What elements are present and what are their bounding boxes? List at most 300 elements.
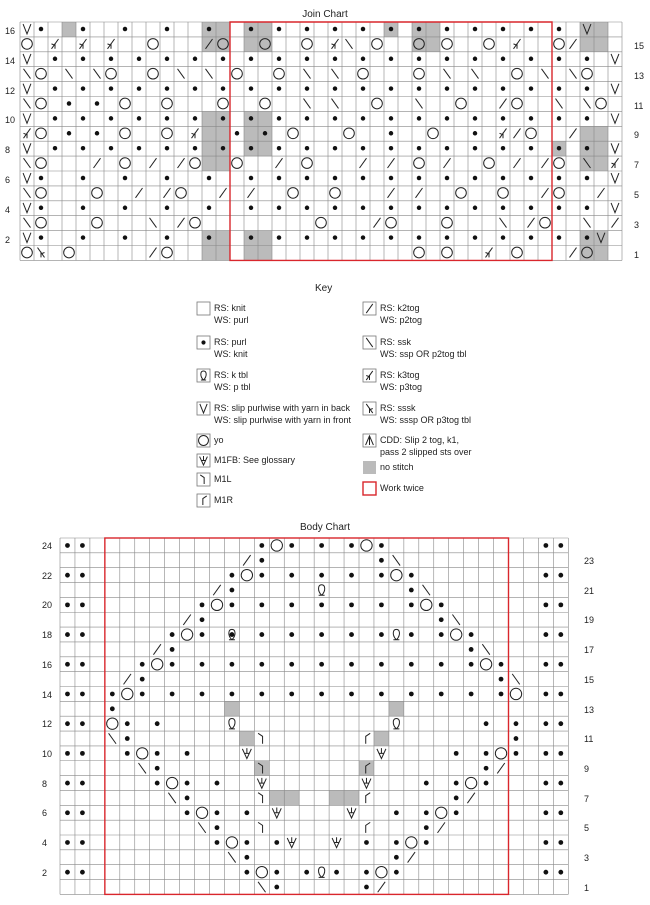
purl-dot-icon	[123, 176, 127, 180]
yo-circle-icon	[465, 777, 476, 788]
m1fb-icon	[377, 748, 386, 758]
k2tog-icon	[220, 188, 227, 198]
yo-circle-icon	[120, 158, 131, 169]
purl-dot-icon	[389, 176, 393, 180]
yo-circle-icon	[358, 68, 369, 79]
yo-circle-icon	[162, 98, 173, 109]
purl-dot-icon	[305, 235, 309, 239]
purl-dot-icon	[200, 692, 205, 697]
yo-circle-icon	[302, 39, 313, 50]
purl-dot-icon	[277, 86, 281, 90]
purl-dot-icon	[170, 662, 175, 667]
purl-dot-icon	[364, 840, 369, 845]
k2tog-icon	[570, 39, 577, 49]
purl-dot-icon	[473, 146, 477, 150]
k2tog-icon	[94, 158, 101, 168]
slip-v-icon	[611, 54, 619, 64]
m1fb-icon	[332, 837, 341, 847]
body-row-number: 9	[584, 763, 590, 774]
k3tog-icon	[24, 128, 31, 138]
k2tog-icon	[360, 158, 367, 168]
purl-dot-icon	[155, 766, 160, 771]
purl-dot-icon	[529, 57, 533, 61]
purl-dot-icon	[361, 116, 365, 120]
ssk-icon	[228, 852, 235, 862]
k2tog-icon	[213, 585, 220, 595]
purl-dot-icon	[65, 692, 70, 697]
purl-dot-icon	[473, 116, 477, 120]
purl-dot-icon	[445, 176, 449, 180]
yo-circle-icon	[22, 39, 33, 50]
body-row-number: 7	[584, 793, 590, 804]
key-label: RS: k3tog WS: p3tog	[380, 370, 423, 392]
purl-dot-icon	[185, 781, 190, 786]
purl-dot-icon	[80, 781, 85, 786]
yo-circle-icon	[162, 128, 173, 139]
m1fb-icon	[347, 808, 356, 818]
no-stitch-cell	[254, 761, 269, 776]
yo-circle-icon	[232, 158, 243, 169]
purl-dot-icon	[249, 235, 253, 239]
yo-circle-icon	[456, 98, 467, 109]
body-row-number: 5	[584, 823, 590, 834]
ssk-icon	[570, 69, 577, 79]
purl-dot-icon	[454, 781, 459, 786]
purl-dot-icon	[80, 632, 85, 637]
ssk-icon	[206, 69, 213, 79]
purl-dot-icon	[529, 176, 533, 180]
no-stitch-cell	[359, 761, 374, 776]
k2tog-icon	[408, 852, 415, 862]
yo-circle-icon	[196, 807, 207, 818]
purl-dot-icon	[140, 677, 145, 682]
no-stitch-cell	[284, 790, 299, 805]
purl-dot-icon	[473, 235, 477, 239]
purl-dot-icon	[439, 662, 444, 667]
purl-dot-icon	[165, 86, 169, 90]
body-row-number: 4	[42, 838, 48, 848]
purl-dot-icon	[454, 810, 459, 815]
no-stitch-cell	[224, 701, 239, 716]
purl-dot-icon	[249, 146, 253, 150]
purl-dot-icon	[349, 543, 354, 548]
body-row-number: 20	[42, 600, 53, 611]
purl-dot-icon	[361, 235, 365, 239]
purl-dot-icon	[529, 116, 533, 120]
ssk-icon	[24, 188, 31, 198]
purl-dot-icon	[305, 116, 309, 120]
purl-dot-icon	[289, 543, 294, 548]
ssk-icon	[512, 674, 519, 684]
k2tog-icon	[150, 248, 157, 258]
m1l-icon	[258, 733, 262, 743]
join-row-number: 16	[5, 26, 16, 36]
yo-circle-icon	[330, 188, 341, 199]
purl-dot-icon	[558, 721, 563, 726]
ssk-icon	[150, 218, 157, 228]
key-swatch	[197, 473, 210, 486]
purl-dot-icon	[207, 27, 211, 31]
purl-dot-icon	[424, 825, 429, 830]
purl-dot-icon	[230, 692, 235, 697]
purl-dot-icon	[585, 116, 589, 120]
yo-circle-icon	[554, 188, 565, 199]
join-row-number: 13	[634, 70, 645, 81]
purl-dot-icon	[417, 176, 421, 180]
purl-dot-icon	[200, 617, 205, 622]
body-row-number: 2	[42, 867, 48, 878]
purl-dot-icon	[389, 131, 393, 135]
yo-circle-icon	[226, 837, 237, 848]
ssk-icon	[138, 763, 145, 773]
purl-dot-icon	[454, 796, 459, 801]
purl-dot-icon	[39, 27, 43, 31]
purl-dot-icon	[319, 632, 324, 637]
yo-circle-icon	[414, 68, 425, 79]
purl-dot-icon	[409, 573, 414, 578]
body-row-number: 23	[584, 556, 595, 566]
purl-dot-icon	[499, 662, 504, 667]
yo-circle-icon	[510, 688, 521, 699]
ssk-icon	[472, 69, 479, 79]
k2tog-icon	[598, 188, 605, 198]
m1r-icon	[366, 793, 370, 803]
purl-dot-icon	[543, 573, 548, 578]
purl-dot-icon	[529, 27, 533, 31]
purl-dot-icon	[349, 573, 354, 578]
k3tog-icon	[514, 39, 521, 49]
key-swatch	[197, 494, 210, 507]
purl-dot-icon	[501, 57, 505, 61]
yo-circle-icon	[414, 247, 425, 258]
purl-dot-icon	[155, 721, 160, 726]
yo-circle-icon	[484, 39, 495, 50]
purl-dot-icon	[585, 146, 589, 150]
ssk-icon	[393, 555, 400, 565]
purl-dot-icon	[484, 766, 489, 771]
purl-dot-icon	[289, 602, 294, 607]
purl-dot-icon	[80, 692, 85, 697]
purl-dot-icon	[277, 146, 281, 150]
yo-circle-icon	[512, 98, 523, 109]
purl-dot-icon	[39, 176, 43, 180]
k-tbl-icon	[229, 718, 235, 728]
join-row-number: 12	[5, 85, 16, 96]
purl-dot-icon	[473, 27, 477, 31]
yo-circle-icon	[316, 217, 327, 228]
body-row-number: 11	[584, 734, 594, 745]
purl-dot-icon	[319, 692, 324, 697]
key-label: RS: k2tog WS: p2tog	[380, 303, 423, 325]
purl-dot-icon	[81, 116, 85, 120]
purl-dot-icon	[207, 206, 211, 210]
slip-v-icon	[23, 143, 31, 153]
yo-circle-icon	[166, 777, 177, 788]
purl-dot-icon	[259, 558, 264, 563]
purl-dot-icon	[65, 602, 70, 607]
m1fb-icon	[362, 778, 371, 788]
ssk-icon	[24, 99, 31, 109]
sssk-icon	[38, 248, 45, 258]
ssk-icon	[346, 39, 353, 49]
no-stitch-cell	[374, 731, 389, 746]
yo-circle-icon	[151, 659, 162, 670]
purl-dot-icon	[484, 751, 489, 756]
key-label: RS: knit WS: purl	[214, 303, 249, 325]
purl-dot-icon	[259, 573, 264, 578]
purl-dot-icon	[409, 692, 414, 697]
purl-dot-icon	[417, 206, 421, 210]
purl-dot-icon	[557, 206, 561, 210]
purl-dot-icon	[165, 176, 169, 180]
purl-dot-icon	[277, 116, 281, 120]
key-label: RS: ssk WS: ssp OR p2tog tbl	[380, 337, 467, 359]
purl-dot-icon	[140, 662, 145, 667]
slip-v-icon	[23, 54, 31, 64]
purl-dot-icon	[501, 27, 505, 31]
key-label: Work twice	[380, 483, 424, 493]
purl-dot-icon	[379, 573, 384, 578]
purl-dot-icon	[417, 235, 421, 239]
purl-dot-icon	[170, 692, 175, 697]
purl-dot-icon	[469, 632, 474, 637]
purl-dot-icon	[501, 116, 505, 120]
purl-dot-icon	[389, 146, 393, 150]
key-label: CDD: Slip 2 tog, k1, pass 2 slipped sts over	[380, 435, 472, 457]
purl-dot-icon	[67, 131, 71, 135]
purl-dot-icon	[543, 751, 548, 756]
yo-circle-icon	[148, 39, 159, 50]
purl-dot-icon	[409, 662, 414, 667]
purl-dot-icon	[109, 146, 113, 150]
purl-dot-icon	[65, 751, 70, 756]
purl-dot-icon	[165, 146, 169, 150]
purl-dot-icon	[193, 116, 197, 120]
purl-dot-icon	[123, 206, 127, 210]
ssk-icon	[444, 69, 451, 79]
purl-dot-icon	[244, 810, 249, 815]
purl-dot-icon	[529, 206, 533, 210]
purl-dot-icon	[558, 602, 563, 607]
purl-dot-icon	[259, 692, 264, 697]
purl-dot-icon	[110, 706, 115, 711]
k2tog-icon	[153, 644, 160, 654]
purl-dot-icon	[389, 235, 393, 239]
slip-v-icon	[23, 114, 31, 124]
yo-circle-icon	[302, 158, 313, 169]
body-row-number: 19	[584, 615, 595, 626]
purl-dot-icon	[469, 692, 474, 697]
purl-dot-icon	[155, 781, 160, 786]
yo-circle-icon	[241, 569, 252, 580]
k2tog-icon	[542, 188, 549, 198]
body-row-number: 1	[584, 882, 590, 893]
key-label: RS: slip purlwise with yarn in back WS: slip purlwise with yarn in front	[214, 403, 352, 425]
k2tog-icon	[570, 128, 577, 138]
purl-dot-icon	[364, 885, 369, 890]
m1fb-icon	[257, 778, 266, 788]
body-row-number: 6	[42, 808, 48, 819]
yo-circle-icon	[36, 188, 47, 199]
purl-dot-icon	[244, 870, 249, 875]
purl-dot-icon	[81, 86, 85, 90]
purl-dot-icon	[557, 86, 561, 90]
purl-dot-icon	[230, 602, 235, 607]
k2tog-icon	[612, 218, 619, 228]
yo-circle-icon	[540, 217, 551, 228]
k2tog-icon	[514, 158, 521, 168]
yo-circle-icon	[36, 68, 47, 79]
no-stitch-cell	[239, 731, 254, 746]
join-chart-title: Join Chart	[302, 9, 348, 20]
purl-dot-icon	[80, 840, 85, 845]
purl-dot-icon	[305, 146, 309, 150]
purl-dot-icon	[230, 632, 235, 637]
purl-dot-icon	[585, 206, 589, 210]
body-chart-title: Body Chart	[299, 522, 351, 533]
purl-dot-icon	[585, 235, 589, 239]
purl-dot-icon	[185, 810, 190, 815]
purl-dot-icon	[529, 146, 533, 150]
purl-dot-icon	[445, 27, 449, 31]
k2tog-icon	[378, 882, 385, 892]
purl-dot-icon	[109, 116, 113, 120]
purl-dot-icon	[484, 781, 489, 786]
purl-dot-icon	[109, 57, 113, 61]
join-row-number: 1	[634, 249, 640, 260]
purl-dot-icon	[274, 885, 279, 890]
k2tog-icon	[500, 99, 507, 109]
yo-circle-icon	[526, 128, 537, 139]
ssk-icon	[584, 99, 591, 109]
purl-dot-icon	[277, 27, 281, 31]
purl-dot-icon	[473, 206, 477, 210]
yo-circle-icon	[344, 128, 355, 139]
ssk-icon	[109, 733, 116, 743]
purl-dot-icon	[65, 840, 70, 845]
yo-circle-icon	[372, 39, 383, 50]
purl-dot-icon	[445, 57, 449, 61]
purl-dot-icon	[389, 206, 393, 210]
purl-dot-icon	[473, 86, 477, 90]
purl-dot-icon	[529, 235, 533, 239]
purl-dot-icon	[361, 57, 365, 61]
purl-dot-icon	[333, 116, 337, 120]
purl-dot-icon	[424, 810, 429, 815]
slip-v-icon	[611, 203, 619, 213]
no-stitch-icon	[363, 461, 376, 474]
join-row-number: 4	[5, 204, 11, 215]
purl-dot-icon	[305, 86, 309, 90]
purl-dot-icon	[319, 602, 324, 607]
purl-dot-icon	[557, 57, 561, 61]
purl-dot-icon	[249, 27, 253, 31]
yo-circle-icon	[288, 128, 299, 139]
purl-dot-icon	[185, 751, 190, 756]
purl-dot-icon	[361, 176, 365, 180]
body-row-number: 17	[584, 645, 595, 656]
yo-circle-icon	[421, 599, 432, 610]
purl-dot-icon	[319, 543, 324, 548]
purl-dot-icon	[165, 57, 169, 61]
slip-v-icon	[611, 143, 619, 153]
body-row-number: 21	[584, 585, 595, 596]
yo-circle-icon	[36, 98, 47, 109]
purl-dot-icon	[200, 632, 205, 637]
key-label: RS: sssk WS: sssp OR p3tog tbl	[380, 403, 472, 425]
k2tog-icon	[178, 158, 185, 168]
purl-dot-icon	[424, 781, 429, 786]
k2tog-icon	[243, 555, 250, 565]
purl-dot-icon	[379, 692, 384, 697]
purl-dot-icon	[417, 116, 421, 120]
purl-dot-icon	[585, 86, 589, 90]
purl-dot-icon	[263, 131, 267, 135]
yo-circle-icon	[64, 247, 75, 258]
purl-dot-icon	[200, 662, 205, 667]
k-tbl-icon	[319, 585, 325, 595]
purl-dot-icon	[289, 632, 294, 637]
join-row-number: 3	[634, 219, 640, 230]
k3tog-icon	[52, 39, 59, 49]
m1fb-icon	[242, 748, 251, 758]
purl-dot-icon	[558, 692, 563, 697]
purl-dot-icon	[473, 57, 477, 61]
purl-dot-icon	[379, 602, 384, 607]
yo-circle-icon	[211, 599, 222, 610]
purl-dot-icon	[65, 573, 70, 578]
purl-dot-icon	[389, 116, 393, 120]
purl-dot-icon	[221, 146, 225, 150]
ssk-icon	[416, 99, 423, 109]
purl-dot-icon	[125, 751, 130, 756]
purl-dot-icon	[529, 86, 533, 90]
m1fb-icon	[272, 808, 281, 818]
purl-dot-icon	[249, 116, 253, 120]
ssk-icon	[304, 69, 311, 79]
purl-dot-icon	[305, 176, 309, 180]
join-row-number: 7	[634, 160, 640, 171]
purl-dot-icon	[207, 235, 211, 239]
yo-circle-icon	[554, 158, 565, 169]
yo-circle-icon	[512, 247, 523, 258]
yo-circle-icon	[122, 688, 133, 699]
purl-dot-icon	[259, 543, 264, 548]
purl-dot-icon	[333, 206, 337, 210]
purl-dot-icon	[543, 602, 548, 607]
m1r-icon	[366, 822, 370, 832]
slip-v-icon	[23, 24, 31, 34]
yo-circle-icon	[22, 247, 33, 258]
yo-circle-icon	[232, 68, 243, 79]
purl-dot-icon	[259, 602, 264, 607]
yo-circle-icon	[414, 158, 425, 169]
body-chart-grid	[60, 538, 568, 894]
purl-dot-icon	[394, 840, 399, 845]
purl-dot-icon	[361, 206, 365, 210]
work-twice-icon	[363, 482, 376, 495]
purl-dot-icon	[80, 751, 85, 756]
purl-dot-icon	[469, 647, 474, 652]
ssk-icon	[24, 218, 31, 228]
purl-dot-icon	[80, 662, 85, 667]
no-stitch-cell	[62, 22, 76, 37]
body-row-number: 16	[42, 659, 53, 670]
ssk-icon	[332, 69, 339, 79]
no-stitch-cell	[389, 701, 404, 716]
key-label: yo	[214, 435, 224, 445]
yo-circle-icon	[181, 629, 192, 640]
